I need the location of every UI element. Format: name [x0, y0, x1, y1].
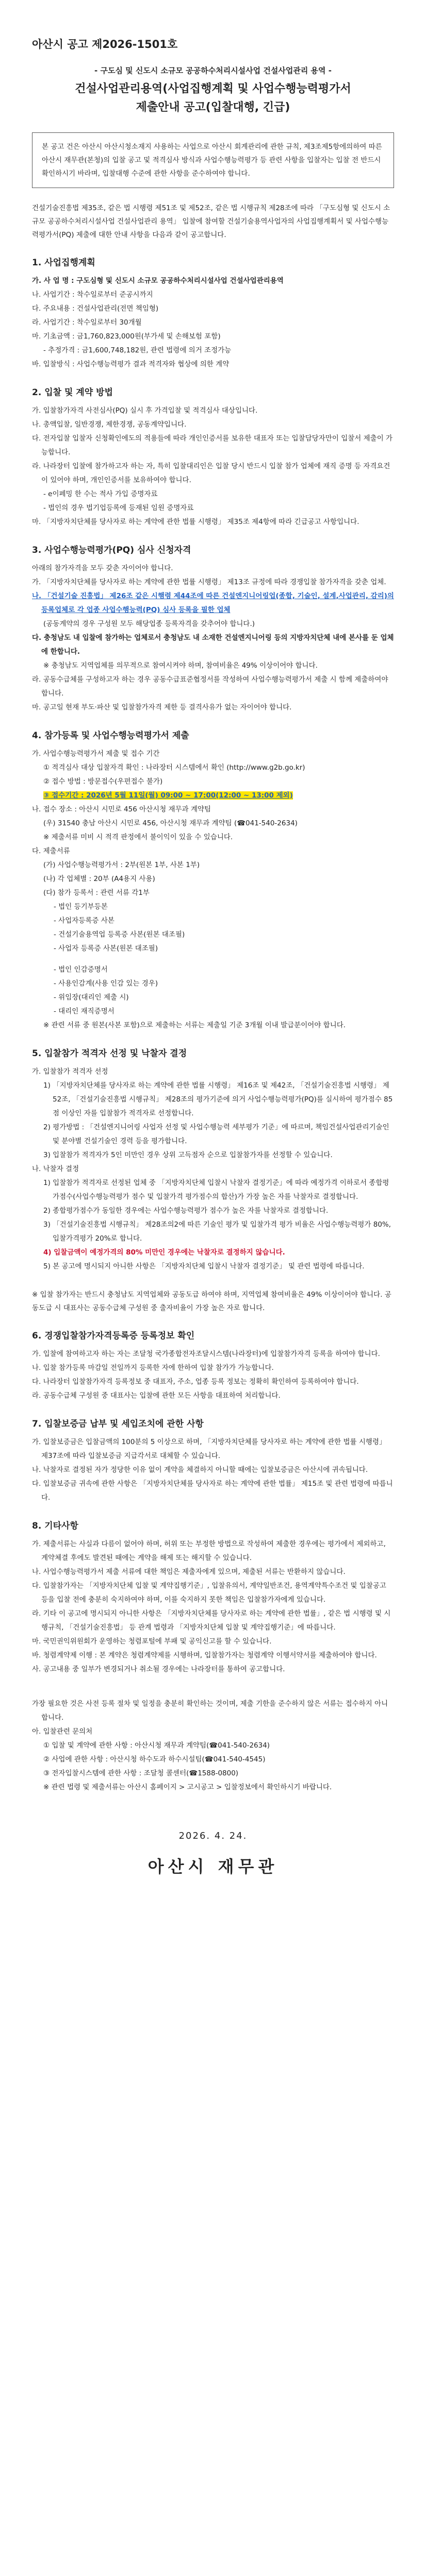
section-2 — [32, 385, 394, 529]
section-2-item: 가. 입찰참가자격 사전심사(PQ) 실시 후 가격입찰 및 적격심사 대상입니다. — [32, 406, 258, 415]
spacer — [32, 1676, 394, 1684]
section-4-item: - 법인 인감증명서 — [54, 965, 108, 974]
section-8-item: 사. 공고내용 중 일부가 변경되거나 취소될 경우에는 나라장터를 통하여 공고합니다. — [32, 1665, 285, 1673]
section-8-item: 바. 청렴계약제 이행 : 본 계약은 청렴계약제를 시행하며, 입찰참가자는 청렴계약 이행서약서를 제출하여야 합니다. — [32, 1651, 377, 1659]
section-4-item: - 사업자 등록증 사본(원본 대조필) — [54, 944, 158, 953]
section-5-item: 5) 본 공고에 명시되지 아니한 사항은 「지방자치단체 입찰시 낙찰자 결정기준」 및 관련 법령에 따릅니다. — [43, 1262, 365, 1270]
section-2-item: 나. 총액입찰, 일반경쟁, 제한경쟁, 공동계약입니다. — [32, 420, 187, 429]
section-3-item: 라. 공동수급체를 구성하고자 하는 경우 공동수급표준협정서를 작성하여 사업수행능력평가서 제출 시 함께 제출하여야 합니다. — [32, 675, 388, 698]
section-6-title: 6. 경쟁입찰참가자격등록증 등록정보 확인 — [32, 1331, 195, 1341]
section-3 — [32, 543, 394, 715]
section-4-item: - 위임장(대리인 제출 시) — [54, 993, 129, 1002]
section-5-item: 2) 종합평가점수가 동일한 경우에는 사업수행능력평가 점수가 높은 자를 낙찰자로 결정합니다. — [43, 1207, 329, 1215]
section-6 — [32, 1328, 394, 1403]
section-2-item: 마. 「지방자치단체를 당사자로 하는 계약에 관한 법률 시행령」 제35조 제4항에 따라 긴급공고 사항입니다. — [32, 518, 359, 526]
intro-box — [32, 132, 394, 188]
spacer — [32, 956, 394, 963]
section-4-item: (다) 참가 등록서 : 관련 서류 각1부 — [43, 889, 150, 897]
section-4-item: 가. 사업수행능력평가서 제출 및 접수 기간 — [32, 750, 160, 758]
contact-item: 가장 필요한 것은 사전 등록 절차 및 일정을 충분히 확인하는 것이며, 제출 기한을 준수하지 않은 서류는 접수하지 아니합니다. — [32, 1700, 388, 1722]
lead-paragraph: 건설기술진흥법 제35조, 같은 법 시행령 제51조 및 제52조, 같은 법 시행규칙 제28조에 따라 「구도심형 및 신도시 소규모 공공하수처리시설사업 건설사업관리 용역」 입찰에 참여할 건설기술용역사업자의 사업집행계획서 및 사업수행능력평가서(PQ) 제출에 대한 안내 사항을 다음과 같이 공고합니다. — [32, 204, 390, 239]
section-5-item: 2) 평가방법 : 「건설엔지니어링 사업자 선정 및 사업수행능력 세부평가 기준」에 따르며, 책임건설사업관리기술인 및 분야별 건설기술인 경력 등을 평가합니다. — [43, 1123, 389, 1145]
section-4-item: - 사용인감계(사용 인감 있는 경우) — [54, 979, 158, 988]
section-4 — [32, 728, 394, 1032]
section-3-item: 가. 「지방자치단체를 당사자로 하는 계약에 관한 법률 시행령」 제13조 규정에 따라 경쟁입찰 참가자격을 갖춘 업체. — [32, 578, 386, 586]
section-5 — [32, 1046, 394, 1315]
section-4-deadline — [32, 789, 394, 803]
section-8-title: 8. 기타사항 — [32, 1521, 78, 1531]
section-4-item: - 사업자등록증 사본 — [54, 917, 114, 925]
section-1-item: 나. 사업기간 : 착수일로부터 준공시까지 — [32, 291, 153, 299]
section-8-item: 가. 제출서류는 사실과 다름이 없어야 하며, 허위 또는 부정한 방법으로 작성하여 제출한 경우에는 평가에서 제외하고, 계약체결 후에도 발견된 때에는 계약을 해제 또는 해지할 수 있습니다. — [32, 1540, 386, 1562]
section-5-item: 3) 「건설기술진흥법 시행규칙」 제28조의2에 따른 기술인 평가 및 입찰가격 평가 비율은 사업수행능력평가 80%, 입찰가격평가 20%로 합니다. — [43, 1221, 391, 1243]
section-1-item: - 추정가격 : 금1,600,748,182원, 관련 법령에 의거 조정가능 — [43, 346, 232, 354]
section-4-item: ※ 제출서류 미비 시 적격 판정에서 불이익이 있을 수 있습니다. — [43, 833, 233, 841]
section-4-item: ① 적격심사 대상 입찰자격 확인 : 나라장터 시스템에서 확인 (http://www.g2b.go.kr) — [43, 764, 305, 772]
section-4-item: (나) 각 업체별 : 20부 (A4용지 사용) — [43, 875, 155, 883]
section-1-item: 마. 기초금액 : 금1,760,823,000원(부가세 및 손해보험 포함) — [32, 332, 221, 341]
section-3-item: ※ 충청남도 지역업체를 의무적으로 참여시켜야 하며, 참여비율은 49% 이상이어야 합니다. — [43, 662, 318, 670]
section-1-title: 1. 사업집행계획 — [32, 258, 95, 268]
section-3-item: 아래의 참가자격을 모두 갖춘 자이어야 합니다. — [32, 564, 173, 572]
section-5-title: 5. 입찰참가 적격자 선정 및 낙찰자 결정 — [32, 1048, 187, 1059]
section-4-item: 다. 제출서류 — [32, 847, 70, 855]
section-4-item: 나. 접수 장소 : 아산시 시민로 456 아산시청 재무과 계약팀 — [32, 805, 211, 814]
section-8 — [32, 1518, 394, 1676]
section-8-item: 마. 국민권익위원회가 운영하는 청렴포털에 부패 및 공익신고를 할 수 있습니다. — [32, 1637, 272, 1646]
contact-item: ① 입찰 및 계약에 관한 사항 : 아산시청 재무과 계약팀(☎041-540-2634) — [43, 1741, 270, 1750]
section-7-item: 가. 입찰보증금은 입찰금액의 100분의 5 이상으로 하며, 「지방자치단체를 당사자로 하는 계약에 관한 법률 시행령」 제37조에 따라 입찰보증금 지급각서로 대체할 수 있습니다. — [32, 1438, 386, 1460]
announcement-title-line1: 건설사업관리용역(사업집행계획 및 사업수행능력평가서 — [75, 82, 351, 95]
section-6-item: 다. 나라장터 입찰참가자격 등록정보 중 대표자, 주소, 업종 등록 정보는 정확히 확인하여 등록하여야 합니다. — [32, 1378, 359, 1386]
section-1-item: 라. 사업기간 : 착수일로부터 30개월 — [32, 318, 142, 327]
spacer — [32, 1274, 394, 1281]
deadline-highlight: ③ 접수기간 : 2026년 5월 11일(월) 09:00 ~ 17:00(12:00 ~ 13:00 제외) — [43, 791, 293, 800]
section-2-item: - e이페밍 한 수는 적사 가입 증명자료 — [43, 490, 158, 498]
section-8-item: 나. 사업수행능력평가서 제출 서류에 대한 책임은 제출자에게 있으며, 제출된 서류는 반환하지 않습니다. — [32, 1568, 346, 1576]
intro-text: 본 공고 건은 아산시 아산시청소재지 사용하는 사업으로 아산시 회계관리에 관한 규칙, 제3조제5항에의하여 따른 아산시 재무관(본청)의 입찰 공고 및 적격심사 방식과 사업수행능력평가 등 관련 사항을 입찰자는 입찰 전 반드시 확인하시기 바라며, 입찰대행 수준에 관한 사항을 준수하여야 합니다. — [42, 143, 382, 178]
section-5-item: 나. 낙찰자 결정 — [32, 1165, 79, 1173]
section-4-item: - 대리인 재직증명서 — [54, 1007, 114, 1015]
announcement-title-line2: 제출안내 공고(입찰대행, 긴급) — [136, 101, 290, 114]
section-1-item: 가. 사 업 명 : 구도심형 및 신도시 소규모 공공하수처리시설사업 건설사업관리용역 — [32, 277, 284, 285]
section-1-item: 바. 입찰방식 : 사업수행능력평가 결과 적격자와 협상에 의한 계약 — [32, 360, 230, 368]
contact-item: 아. 입찰관련 문의처 — [32, 1727, 93, 1736]
section-7-item: 나. 낙찰자로 결정된 자가 정당한 이유 없이 계약을 체결하지 아니할 때에는 입찰보증금은 아산시에 귀속됩니다. — [32, 1466, 368, 1474]
section-5-item-warning: 4) 입찰금액이 예정가격의 80% 미만인 경우에는 낙찰자로 결정하지 않습니다. — [43, 1248, 285, 1257]
section-4-item: - 건설기술용역업 등록증 사본(원본 대조필) — [54, 930, 185, 939]
section-7 — [32, 1416, 394, 1505]
section-6-item: 가. 입찰에 참여하고자 하는 자는 조달청 국가종합전자조달시스템(나라장터)에 입찰참가자격 등록을 하여야 합니다. — [32, 1350, 380, 1358]
section-5-item: 1) 입찰참가 적격자로 선정된 업체 중 「지방자치단체 입찰시 낙찰자 결정기준」에 따라 예정가격 이하로서 종합평가점수(사업수행능력평가 점수 및 입찰가격 평가점수의 합산)가 가장 높은 자를 낙찰자로 결정합니다. — [43, 1179, 389, 1201]
section-6-item: 라. 공동수급체 구성원 중 대표사는 입찰에 관한 모든 사항을 대표하여 처리합니다. — [32, 1392, 281, 1400]
section-1-item: 다. 주요내용 : 건설사업관리(전면 책임형) — [32, 304, 159, 313]
section-7-title: 7. 입찰보증금 납부 및 세입조치에 관한 사항 — [32, 1419, 204, 1429]
section-4-item: ※ 관련 서류 중 원본(사본 포함)으로 제출하는 서류는 제출일 기준 3개월 이내 발급분이어야 합니다. — [43, 1021, 346, 1029]
section-3-item: 다. 충청남도 내 입찰에 참가하는 업체로서 충청남도 내 소재한 건설엔지니어링 등의 지방자치단체 내에 본사를 둔 업체에 한합니다. — [32, 634, 394, 656]
section-4-title: 4. 참가등록 및 사업수행능력평가서 제출 — [32, 731, 189, 741]
announcement-date: 2026. 4. 24. — [178, 1831, 248, 1841]
contact-item: ③ 전자입찰시스템에 관한 사항 : 조달청 콜센터(☎1588-0800) — [43, 1769, 239, 1777]
contact-item: ※ 관련 법령 및 제출서류는 아산시 홈페이지 > 고시공고 > 입찰정보에서 확인하시기 바랍니다. — [43, 1783, 332, 1791]
section-3-title: 3. 사업수행능력평가(PQ) 심사 신청자격 — [32, 545, 191, 555]
section-4-item: ② 접수 방법 : 방문접수(우편접수 불가) — [43, 777, 163, 786]
section-3-item: 마. 공고일 현재 부도·파산 및 입찰참가자격 제한 등 결격사유가 없는 자이어야 합니다. — [32, 703, 292, 711]
project-subtitle: - 구도심 및 신도시 소규모 공공하수처리시설사업 건설사업관리 용역 - — [94, 66, 332, 75]
section-2-item: 다. 전자입찰 입찰자 신청확인에도의 적용들에 따라 개인인증서를 보유한 대표자 또는 입찰담당자만이 입찰서 제출이 가능합니다. — [32, 434, 393, 456]
spacer — [32, 1281, 394, 1288]
section-8-item: 라. 기타 이 공고에 명시되지 아니한 사항은 「지방자치단체를 당사자로 하는 계약에 관한 법률」, 같은 법 시행령 및 시행규칙, 「건설기술진흥법」 등 관계 법령과 「지방자치단체 입찰 및 계약집행기준」에 따릅니다. — [32, 1609, 391, 1632]
section-7-item: 다. 입찰보증금 귀속에 관한 사항은 「지방자치단체를 당사자로 하는 계약에 관한 법률」 제15조 및 관련 법령에 따릅니다. — [32, 1480, 393, 1502]
section-3-item-highlight: 나. 「건설기술 진흥법」 제26조 같은 시행령 제44조에 따른 건설엔지니어링업(종합, 기술인, 설계,사업관리, 감리)의 등록업체로 각 업종 사업수행능력(PQ) 심사 등록을 필한 업체 — [32, 592, 394, 614]
section-8-item: 다. 입찰참가자는 「지방자치단체 입찰 및 계약집행기준」, 입찰유의서, 계약일반조건, 용역계약특수조건 및 입찰공고 등을 입찰 전에 충분히 숙지하여야 하며, 이를 숙지하지 못한 책임은 입찰참가자에게 있습니다. — [32, 1582, 386, 1604]
section-5-item: 가. 입찰참가 적격자 선정 — [32, 1067, 108, 1076]
section-4-item: (우) 31540 충남 아산시 시민로 456, 아산시청 재무과 계약팀 (☎041-540-2634) — [43, 819, 298, 827]
section-6-item: 나. 입찰 참가등록 마감일 전일까지 등록한 자에 한하여 입찰 참가가 가능합니다. — [32, 1364, 274, 1372]
section-2-item: - 법인의 경우 법기업등록에 등재된 임원 증명자료 — [43, 504, 194, 512]
section-5-item: 3) 입찰참가 적격자가 5인 미만인 경우 상위 고득점자 순으로 입찰참가자를 선정할 수 있습니다. — [43, 1151, 333, 1159]
section-2-item: 라. 나라장터 입찰에 참가하고자 하는 자, 특히 입찰대리인은 입찰 당시 반드시 입찰 참가 업체에 재직 증명 등 자격요건이 있어야 하며, 개인인증서를 보유하여야 합니다. — [32, 462, 390, 484]
section-4-item: - 법인 등기부등본 — [54, 903, 108, 911]
document-number: 아산시 공고 제2026-1501호 — [32, 38, 178, 50]
issuer-signature: 아산시 재무관 — [148, 1857, 278, 1876]
section-3-item: (공동계약의 경우 구성원 모두 해당업종 등록자격을 갖추어야 합니다.) — [43, 620, 255, 628]
section-4-item: (가) 사업수행능력평가서 : 2부(원본 1부, 사본 1부) — [43, 861, 200, 869]
section-2-title: 2. 입찰 및 계약 방법 — [32, 387, 113, 398]
contact-section — [32, 1697, 394, 1794]
section-5-note: ※ 입찰 참가자는 반드시 충청남도 지역업체와 공동도급 하여야 하며, 지역업체 참여비율은 49% 이상이어야 합니다. 공동도급 시 대표사는 공동수급체 구성원 중 출자비율이 가장 높은 자로 합니다. — [32, 1291, 391, 1312]
contact-item: ② 사업에 관한 사항 : 아산시청 하수도과 하수시설팀(☎041-540-4545) — [43, 1755, 266, 1764]
section-1 — [32, 255, 394, 371]
section-5-item: 1) 「지방자치단체를 당사자로 하는 계약에 관한 법률 시행령」 제16조 및 제42조, 「건설기술진흥법 시행령」 제52조, 「건설기술진흥법 시행규칙」 제28조의 평가기준에 의거 사업수행능력평가(PQ)를 실시하여 평가점수 85점 이상인 자를 입찰참가 적격자로 선정합니다. — [43, 1081, 393, 1117]
